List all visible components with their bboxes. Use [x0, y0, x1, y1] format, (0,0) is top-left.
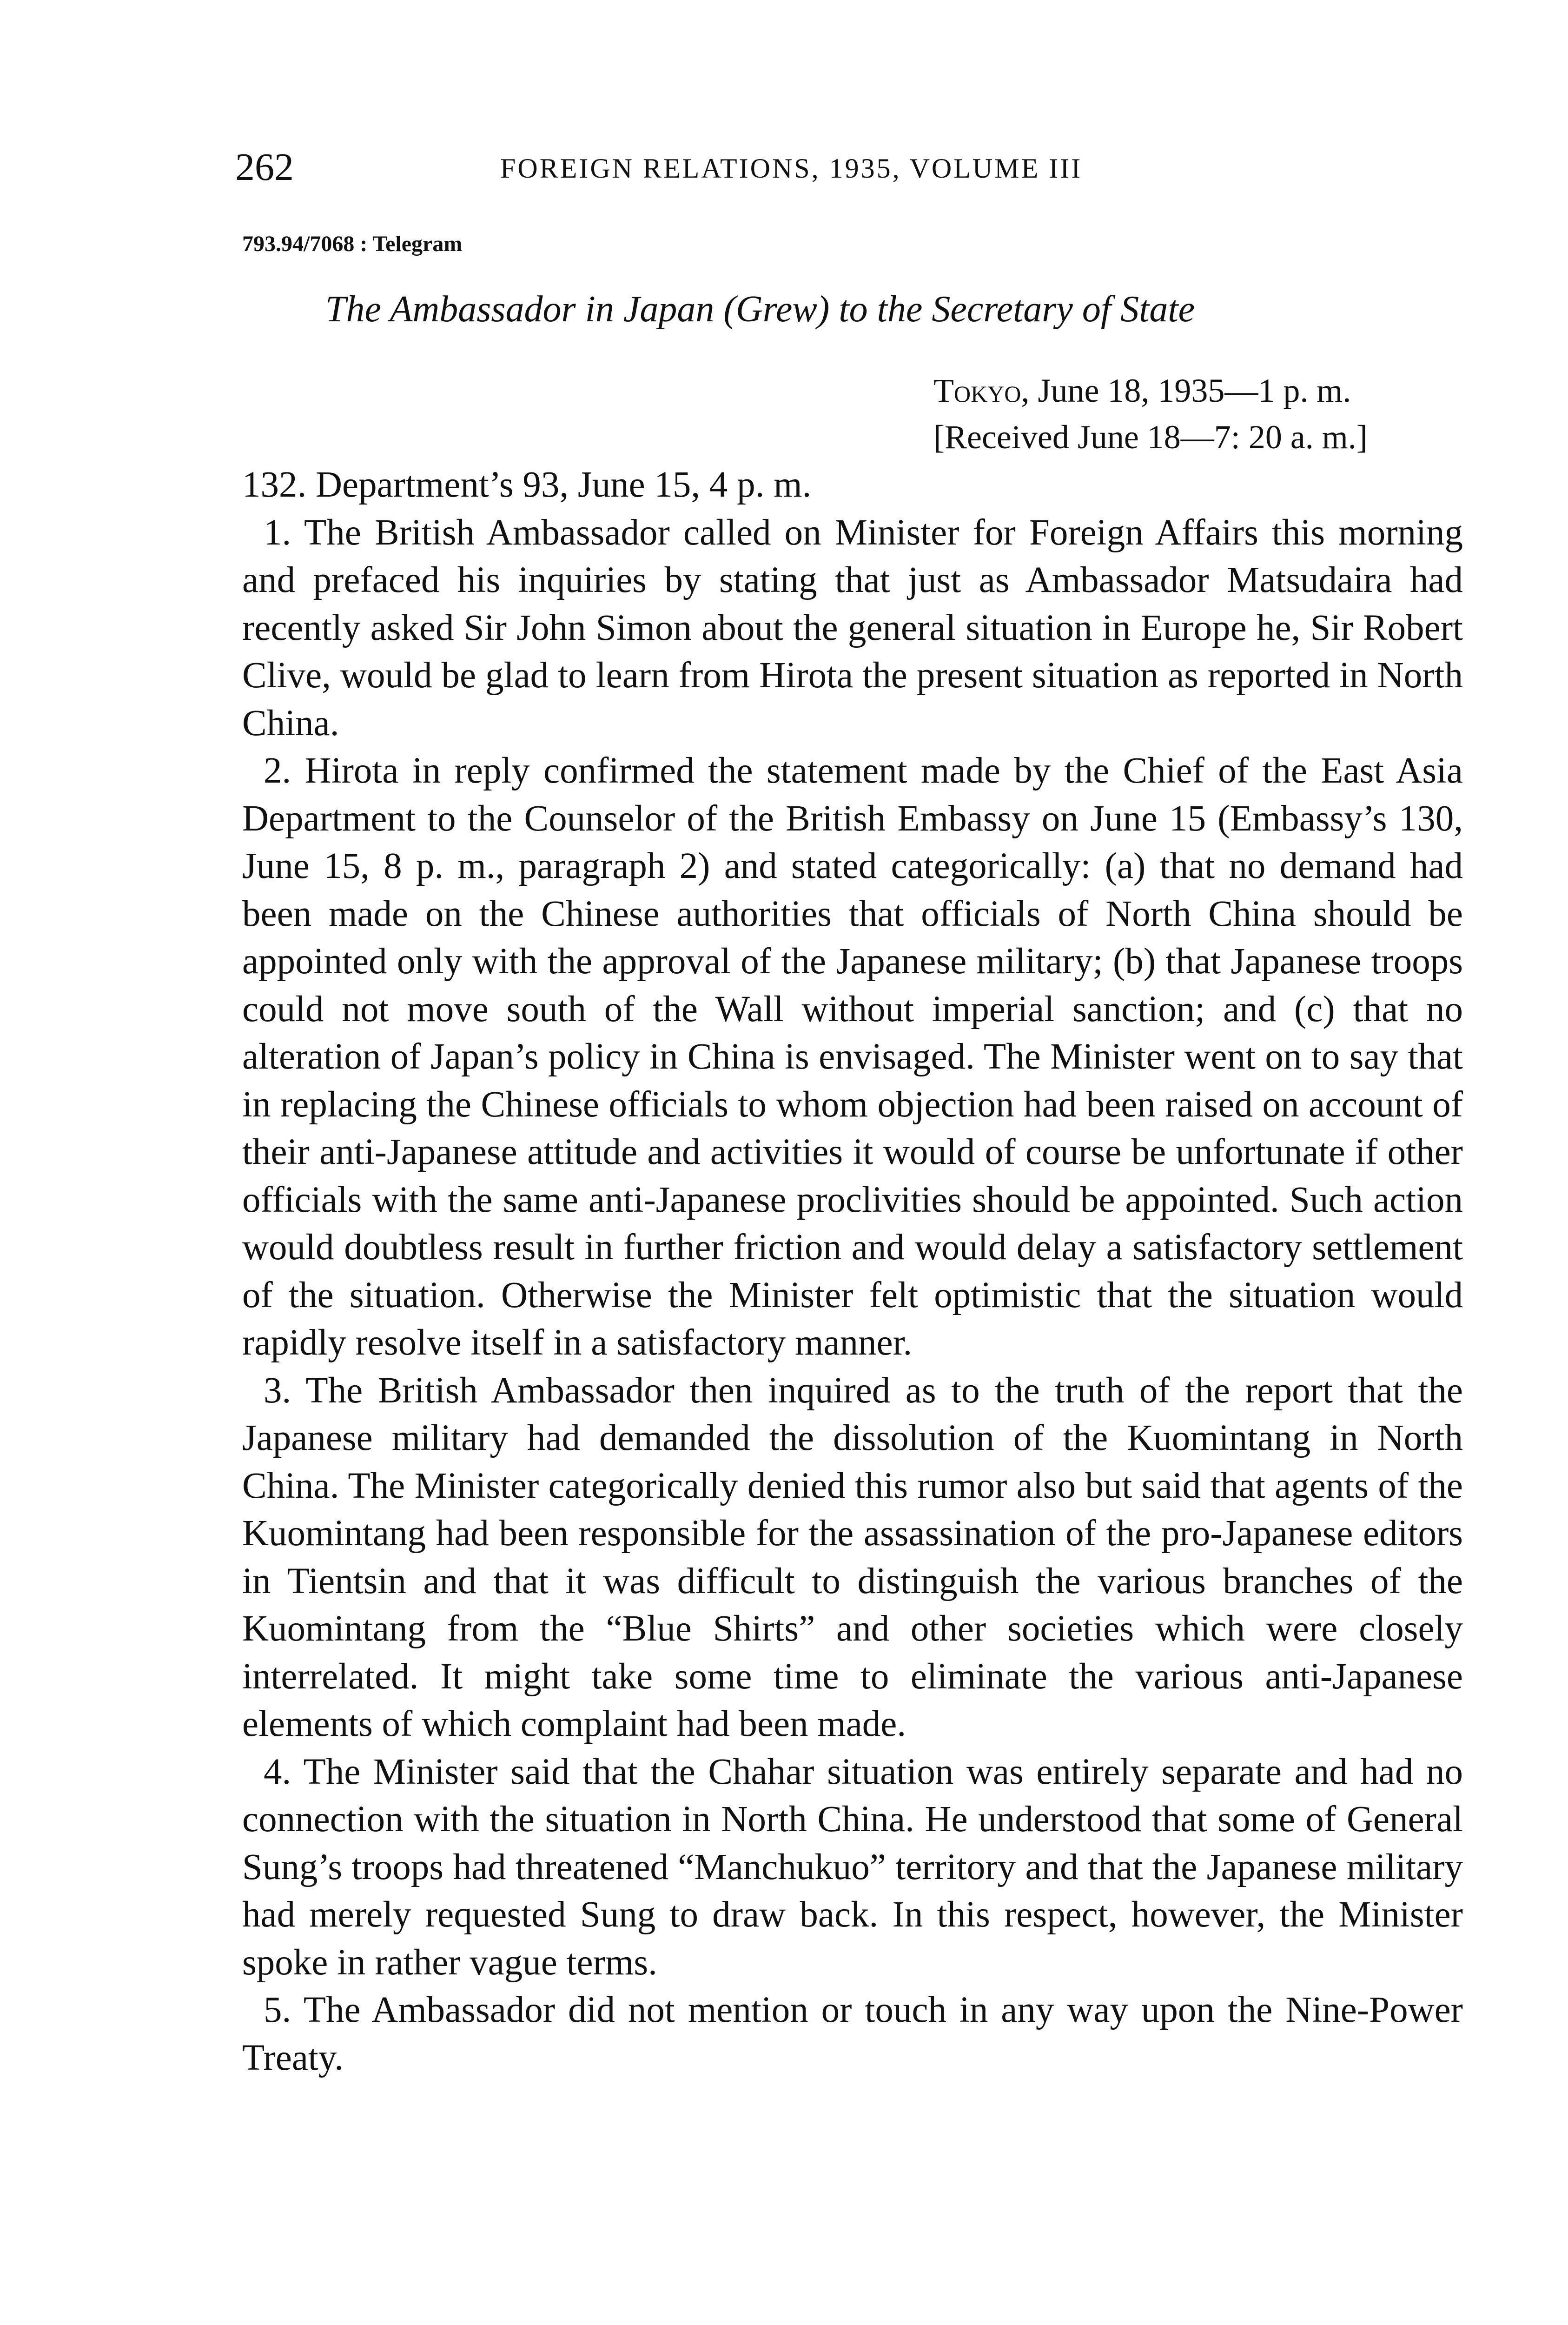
document-title: The Ambassador in Japan (Grew) to the Secretary of State	[325, 289, 1195, 330]
reference-line: 132. Department’s 93, June 15, 4 p. m.	[242, 465, 812, 505]
dateline	[933, 367, 1515, 460]
running-head	[235, 140, 1444, 205]
file-number: 793.94/7068 : Telegram	[242, 232, 463, 256]
paragraph-5: 5. The Ambassador did not mention or touch in any way upon the Nine-Power Treaty.	[242, 1990, 1463, 2078]
telegram-body	[242, 461, 1463, 2082]
dateline-place: Tokyo	[933, 372, 1021, 409]
paragraph-2: 2. Hirota in reply confirmed the statement made by the Chief of the East Asia Department to the Counselor of the British Embassy on June 15 (Embassy’s 130, June 15, 8 p. m., paragraph 2) and stated categorically: (a) that no demand had been made on the Chinese authorities that officials of North China should be appointed only with the approval of the Japanese military; (b) that Japanese troops could not move south of the Wall without imperial sanction; and (c) that no alteration of Japan’s policy in China is envisaged. The Minister went on to say that in replacing the Chinese officials to whom objection had been raised on account of their anti-Japanese attitude and activities it would of course be unfortunate if other officials with the same anti-Japanese proclivities should be appointed. Such action would doubtless result in further friction and would delay a satisfactory settlement of the situation. Otherwise the Minister felt optimistic that the situation would rapidly resolve itself in a satisfactory manner.	[242, 751, 1463, 1363]
paragraph-4: 4. The Minister said that the Chahar situation was entirely separate and had no connection with the situation in North China. He understood that some of General Sung’s troops had threatened “Manchukuo” territory and that the Japanese military had merely requested Sung to draw back. In this respect, however, the Minister spoke in rather vague terms.	[242, 1751, 1463, 1983]
page-number: 262	[235, 146, 294, 189]
dateline-sent	[933, 367, 1515, 414]
running-title: FOREIGN RELATIONS, 1935, VOLUME III	[500, 153, 1083, 184]
paragraph-3: 3. The British Ambassador then inquired as to the truth of the report that the Japanese military had demanded the dissolution of the Kuomintang in North China. The Minister categorically denied this rumor also but said that agents of the Kuomintang had been responsible for the assassination of the pro-Japanese editors in Tientsin and that it was difficult to distinguish the various branches of the Kuomintang from the “Blue Shirts” and other societies which were closely interrelated. It might take some time to eliminate the various anti-Japanese elements of which complaint had been made.	[242, 1370, 1463, 1744]
dateline-date: , June 18, 1935—1 p. m.	[1021, 372, 1351, 409]
dateline-received: [Received June 18—7: 20 a. m.]	[933, 418, 1368, 456]
paragraph-1: 1. The British Ambassador called on Minister for Foreign Affairs this morning and prefaced his inquiries by stating that just as Ambassador Matsudaira had recently asked Sir John Simon about the general situation in Europe he, Sir Robert Clive, would be glad to learn from Hirota the present situation as reported in North China.	[242, 512, 1463, 744]
